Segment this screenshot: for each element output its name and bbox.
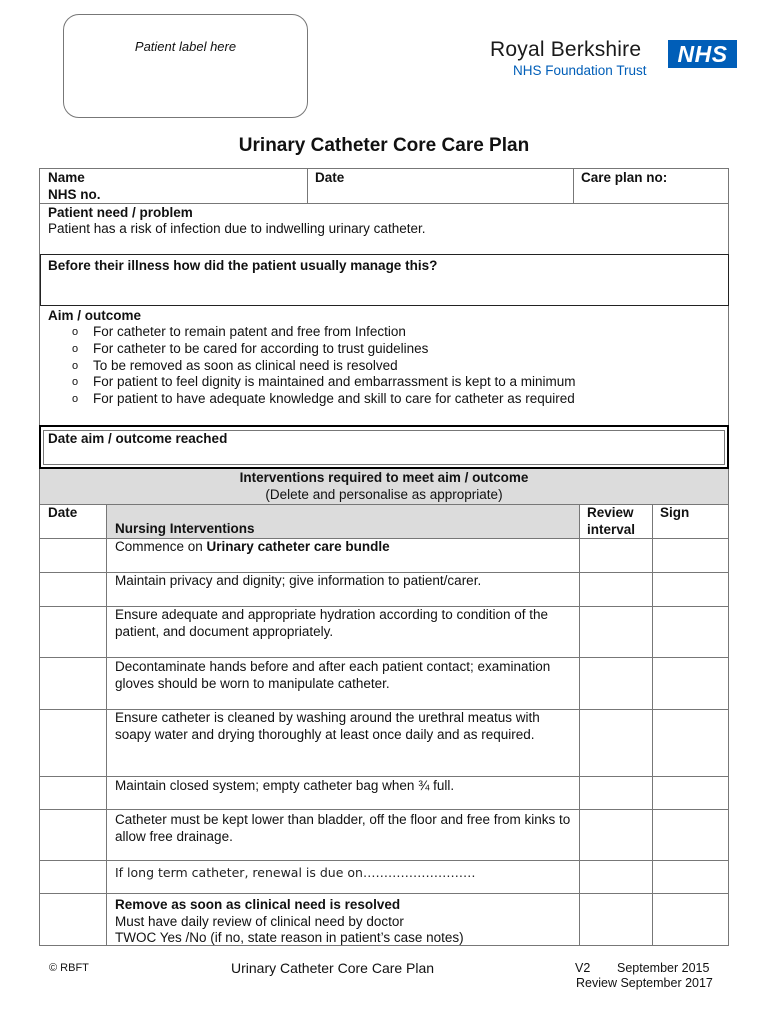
interventions-heading: Interventions required to meet aim / outcome [239, 470, 529, 485]
intervention-row-review: Must have daily review of clinical need by doctor [115, 914, 404, 929]
col-sign: Sign [660, 505, 690, 520]
aim-item: o To be removed as soon as clinical need is resolved [72, 357, 398, 373]
bullet-icon: o [72, 342, 79, 355]
care-plan-form [39, 168, 729, 946]
org-name: Royal Berkshire [490, 38, 642, 61]
aim-list [48, 324, 575, 408]
intervention-row: Decontaminate hands before and after each patient contact; examination gloves should be worn to manipulate catheter. [115, 659, 551, 691]
patient-need-heading: Patient need / problem [48, 205, 193, 220]
aim-item: o For patient to feel dignity is maintained and embarrassment is kept to a minimum [72, 374, 576, 390]
patient-need-text: Patient has a risk of infection due to indwelling urinary catheter. [48, 221, 426, 236]
aim-heading: Aim / outcome [48, 308, 142, 323]
aim-item: o For patient to have adequate knowledge and skill to care for catheter as required [72, 391, 575, 407]
intervention-row: Catheter must be kept lower than bladder, off the floor and free from kinks to allow free drainage. [115, 812, 571, 844]
intervention-row: Maintain closed system; empty catheter bag when ¾ full. [115, 778, 455, 793]
org-logo [490, 38, 740, 78]
date-label: Date [315, 170, 345, 185]
footer-title: Urinary Catheter Core Care Plan [231, 960, 435, 976]
patient-label-box [63, 14, 308, 118]
col-review-interval: Review interval [587, 505, 636, 537]
before-illness-question: Before their illness how did the patient usually manage this? [48, 258, 438, 273]
intervention-row-remove: Remove as soon as clinical need is resolved [115, 897, 401, 912]
footer-copyright: © RBFT [49, 962, 89, 974]
interventions-subheading: (Delete and personalise as appropriate) [265, 487, 503, 502]
intervention-row: Ensure catheter is cleaned by washing around the urethral meatus with soapy water and drying thoroughly at least once daily and as required. [115, 710, 540, 742]
intervention-row-renewal: If long term catheter, renewal is due on……………………… [115, 865, 476, 880]
footer-version: V2 [575, 961, 591, 975]
patient-label-text: Patient label here [134, 39, 237, 54]
intervention-row: Maintain privacy and dignity; give information to patient/carer. [115, 573, 482, 588]
footer-date: September 2015 [617, 961, 710, 975]
col-nursing-interventions: Nursing Interventions [115, 521, 255, 536]
date-aim-label: Date aim / outcome reached [48, 431, 228, 446]
page-title: Urinary Catheter Core Care Plan [238, 135, 530, 156]
intervention-row: Commence on Urinary catheter care bundle [115, 539, 390, 554]
bullet-icon: o [72, 326, 79, 338]
bullet-icon: o [72, 393, 79, 406]
name-label: Name [48, 170, 85, 185]
care-plan-number-label: Care plan no: [581, 170, 668, 185]
nhs-logo: NHS [668, 40, 737, 68]
intervention-row: Ensure adequate and appropriate hydration according to condition of the patient, and document appropriately. [115, 607, 549, 639]
bullet-icon: o [72, 359, 79, 372]
col-date: Date [48, 505, 78, 520]
nhs-number-label: NHS no. [48, 187, 101, 202]
intervention-row-twoc: TWOC Yes /No (if no, state reason in patient’s case notes) [115, 930, 464, 945]
aim-item: o For catheter to remain patent and free from Infection [72, 324, 406, 339]
footer-review: Review September 2017 [576, 976, 713, 990]
aim-item: o For catheter to be cared for according to trust guidelines [72, 340, 429, 356]
org-trust: NHS Foundation Trust [513, 63, 647, 78]
bullet-icon: o [72, 376, 79, 389]
